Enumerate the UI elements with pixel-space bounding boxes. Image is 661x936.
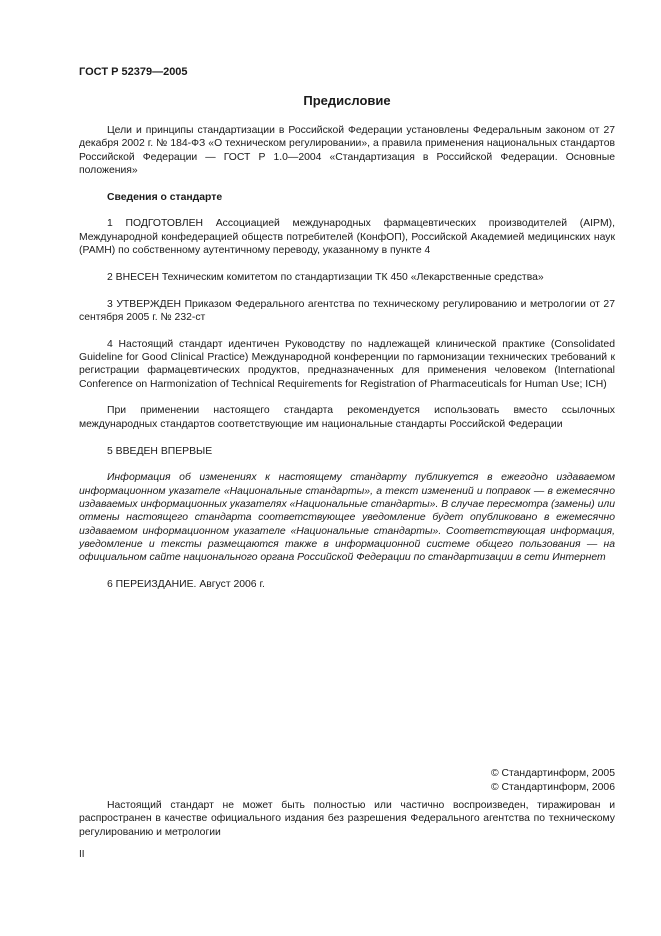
foreword-body [79,124,615,605]
reproduction-notice: Настоящий стандарт не может быть полностью или частично воспроизведен, тиражирован и распространен в качестве официального издания без разрешения Федерального агентства по техническому регулированию и метрологии [79,800,615,838]
copyright-line: © Стандартинформ, 2006 [490,782,615,793]
copyright-line: © Стандартинформ, 2005 [490,768,615,779]
item-approved: 3 УТВЕРЖДЕН Приказом Федерального агентства по техническому регулированию и метрологии от 27 сентября 2005 г. № 232-ст [79,298,615,323]
page-title: Предисловие [303,93,391,108]
item-identical: 4 Настоящий стандарт идентичен Руководству по надлежащей клинической практике (Consolidated Guideline for Good Clinical Practice) Международной конференции по гармонизации технических требований к регистрации фармацевтических продуктов, предназначенных для применения человеком (International Conference on Harmonization of Technical Requirements for Registration of Pharmaceuticals for Human Use; ICH) [79,338,615,390]
standard-code-header: ГОСТ Р 52379—2005 [79,66,188,78]
item-prepared: 1 ПОДГОТОВЛЕН Ассоциацией международных фармацевтических производителей (AIPM), Международной конфедерацией обществ потребителей (КонфОП), Российской Академией медицинских наук (РАМН) по собственному аутентичному переводу, указанному в пункте 4 [79,218,615,257]
intro-paragraph: Цели и принципы стандартизации в Российской Федерации установлены Федеральным законом от 27 декабря 2002 г. № 184-ФЗ «О техническом регулировании», а правила применения национальных стандартов Российской Федерации — ГОСТ Р 1.0—2004 «Стандартизация в Российской Федерации. Основные положения» [79,125,615,176]
item-introduced: 2 ВНЕСЕН Техническим комитетом по стандартизации ТК 450 «Лекарственные средства» [107,271,544,283]
copyright-block [491,767,615,795]
page-number: II [79,849,85,860]
item-first-introduced: 5 ВВЕДЕН ВПЕРВЫЕ [107,445,213,457]
section-heading: Сведения о стандарте [107,191,223,203]
item-reissue: 6 ПЕРЕИЗДАНИЕ. Август 2006 г. [107,578,265,590]
changes-info-paragraph: Информация об изменениях к настоящему стандарту публикуется в ежегодно издаваемом информационном указателе «Национальные стандарты», а текст изменений и поправок — в ежемесячно издаваемых информационных указателях «Национальные стандарты». В случае пересмотра (замены) или отмены настоящего стандарта соответствующее уведомление будет опубликовано в ежемесячно издаваемом информационном указателе «Национальные стандарты». Соответствующая информация, уведомление и тексты размещаются также в информационной системе общего пользования — на официальном сайте национального органа Российской Федерации по стандартизации в сети Интернет [79,472,615,564]
application-note: При применении настоящего стандарта рекомендуется использовать вместо ссылочных международных стандартов соответствующие им национальные стандарты Российской Федерации [79,405,615,430]
